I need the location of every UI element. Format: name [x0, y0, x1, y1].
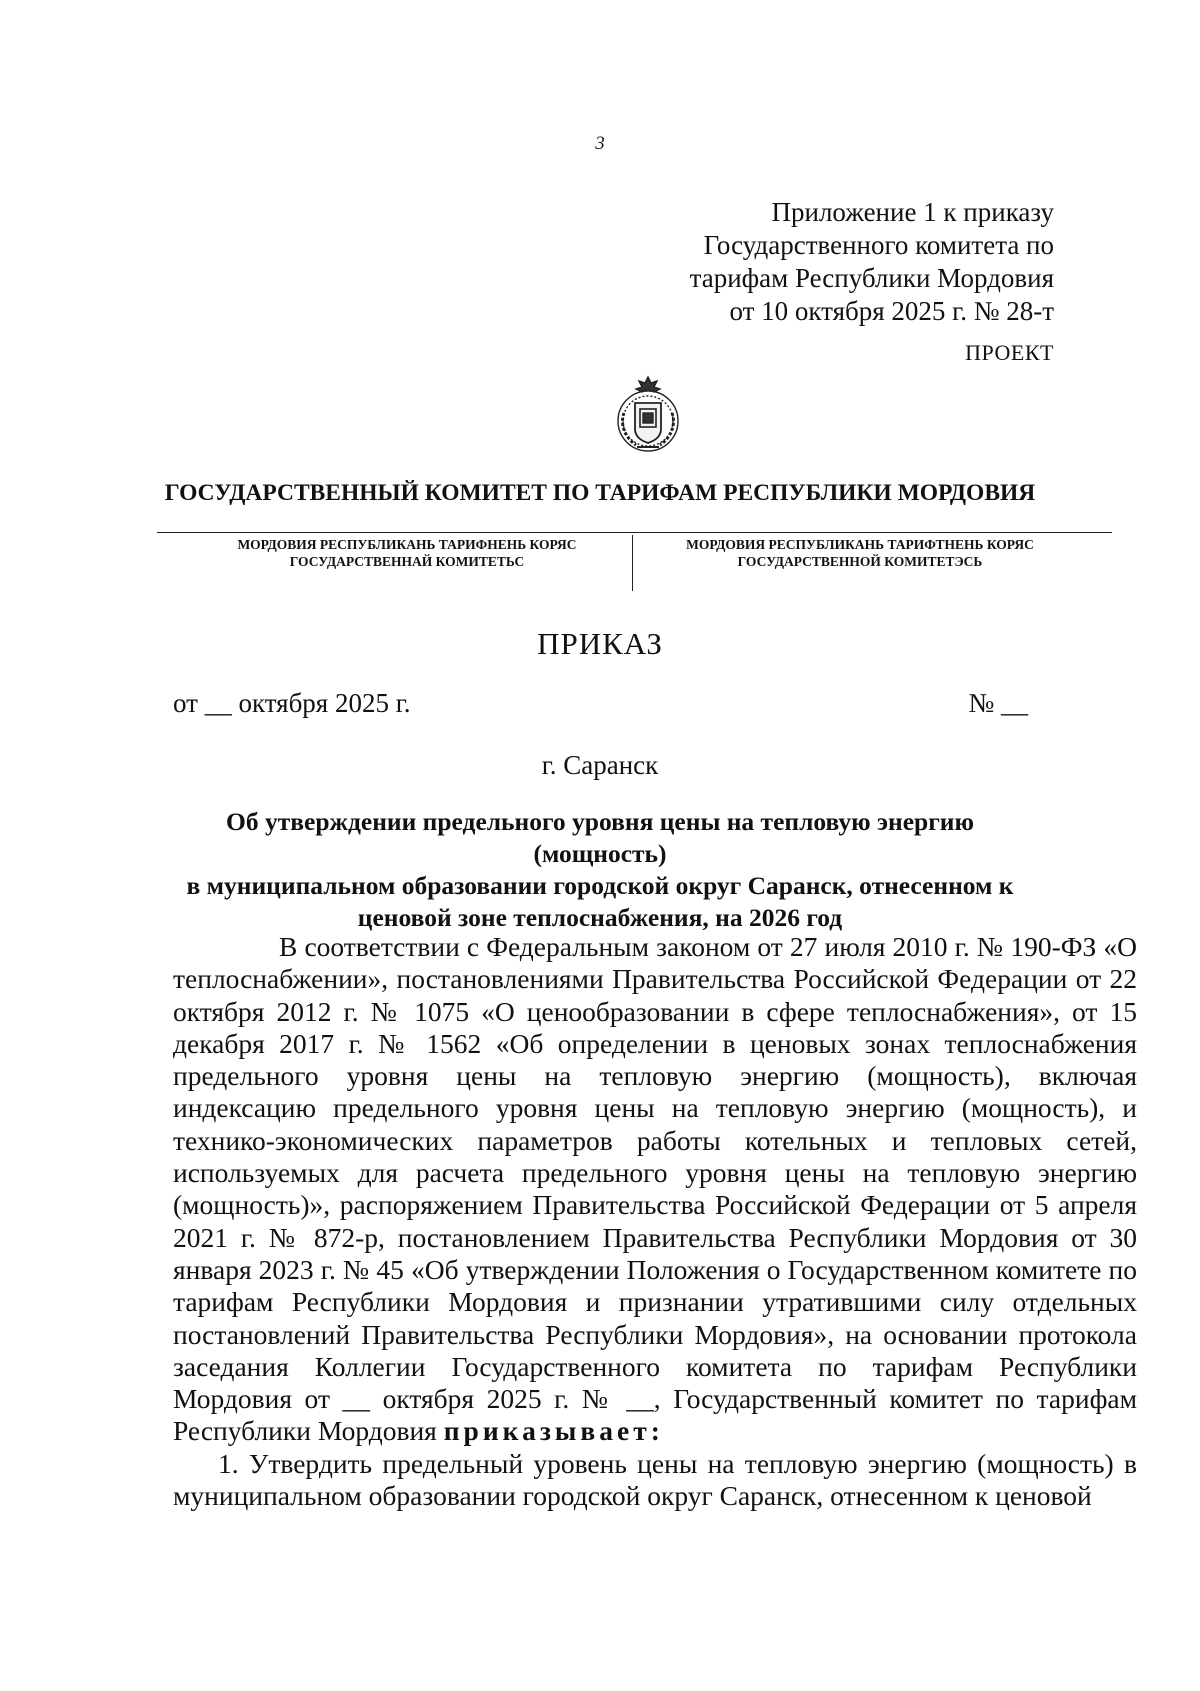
document-type-title: ПРИКАЗ [537, 626, 663, 661]
subject-line: ценовой зоне теплоснабжения, на 2026 год [357, 903, 843, 932]
header-moksha-line: МОРДОВИЯ РЕСПУБЛИКАНЬ ТАРИФНЕНЬ КОРЯС [237, 537, 577, 552]
appendix-line: Приложение 1 к приказу [771, 197, 1054, 227]
appendix-line: от 10 октября 2025 г. № 28-т [729, 296, 1054, 326]
header-moksha-name [197, 536, 617, 570]
header-moksha-line: ГОСУДАРСТВЕННАЙ КОМИТЕТЬС [289, 554, 525, 569]
subject-line: в муниципальном образовании городской округ Саранск, отнесенном к [186, 871, 1014, 900]
header-erzya-line: ГОСУДАРСТВЕННОЙ КОМИТЕТЭСЬ [737, 554, 983, 569]
header-erzya-name [650, 536, 1070, 570]
organization-title: ГОСУДАРСТВЕННЫЙ КОМИТЕТ ПО ТАРИФАМ РЕСПУБЛИКИ МОРДОВИЯ [164, 480, 1036, 506]
order-body [173, 931, 1137, 1512]
body-paragraph [173, 931, 1137, 1448]
preamble-text: В соответствии с Федеральным законом от 27 июля 2010 г. № 190-ФЗ «О теплоснабжении», постановлениями Правительства Российской Федерации от 22 октября 2012 г. № 1075 «О ценообразовании в сфере теплоснабжения», от 15 декабря 2017 г. № 1562 «Об определении в ценовых зонах теплоснабжения предельного уровня цены на тепловую энергию (мощность), включая индексацию предельного уровня цены на тепловую энергию (мощность), и технико-экономических параметров работы котельных и тепловых сетей, используемых для расчета предельного уровня цены на тепловую энергию (мощность)», распоряжением Правительства Российской Федерации от 5 апреля 2021 г. № 872-р, постановлением Правительства Республики Мордовия от 30 января 2023 г. № 45 «Об утверждении Положения о Государственном комитете по тарифам Республики Мордовия и признании утратившими силу отдельных постановлений Правительства Республики Мордовия», на основании протокола заседания Коллегии Государственного комитета по тарифам Республики Мордовия от __ октября 2025 г. № __, Государственный комитет по тарифам Республики Мордовия [173, 931, 1137, 1447]
order-item-1: 1. Утвердить предельный уровень цены на тепловую энергию (мощность) в муниципальном образовании городской округ Саранск, отнесенном к ценовой [173, 1447, 1137, 1512]
project-label: ПРОЕКТ [965, 340, 1054, 365]
order-subject [160, 806, 1040, 934]
order-date: от __ октября 2025 г. [173, 688, 411, 718]
order-word: приказывает: [443, 1415, 664, 1447]
appendix-note [690, 196, 1054, 328]
subject-line: Об утверждении предельного уровня цены на тепловую энергию (мощность) [226, 807, 974, 868]
page-number: 3 [595, 133, 605, 154]
header-divider-line [157, 532, 1112, 533]
header-vertical-divider [632, 535, 633, 591]
appendix-line: тарифам Республики Мордовия [689, 263, 1054, 293]
coat-of-arms-emblem [604, 371, 692, 459]
city-name: г. Саранск [541, 750, 659, 780]
header-erzya-line: МОРДОВИЯ РЕСПУБЛИКАНЬ ТАРИФТНЕНЬ КОРЯС [686, 537, 1034, 552]
appendix-line: Государственного комитета по [703, 230, 1054, 260]
order-number: № __ [968, 688, 1028, 718]
